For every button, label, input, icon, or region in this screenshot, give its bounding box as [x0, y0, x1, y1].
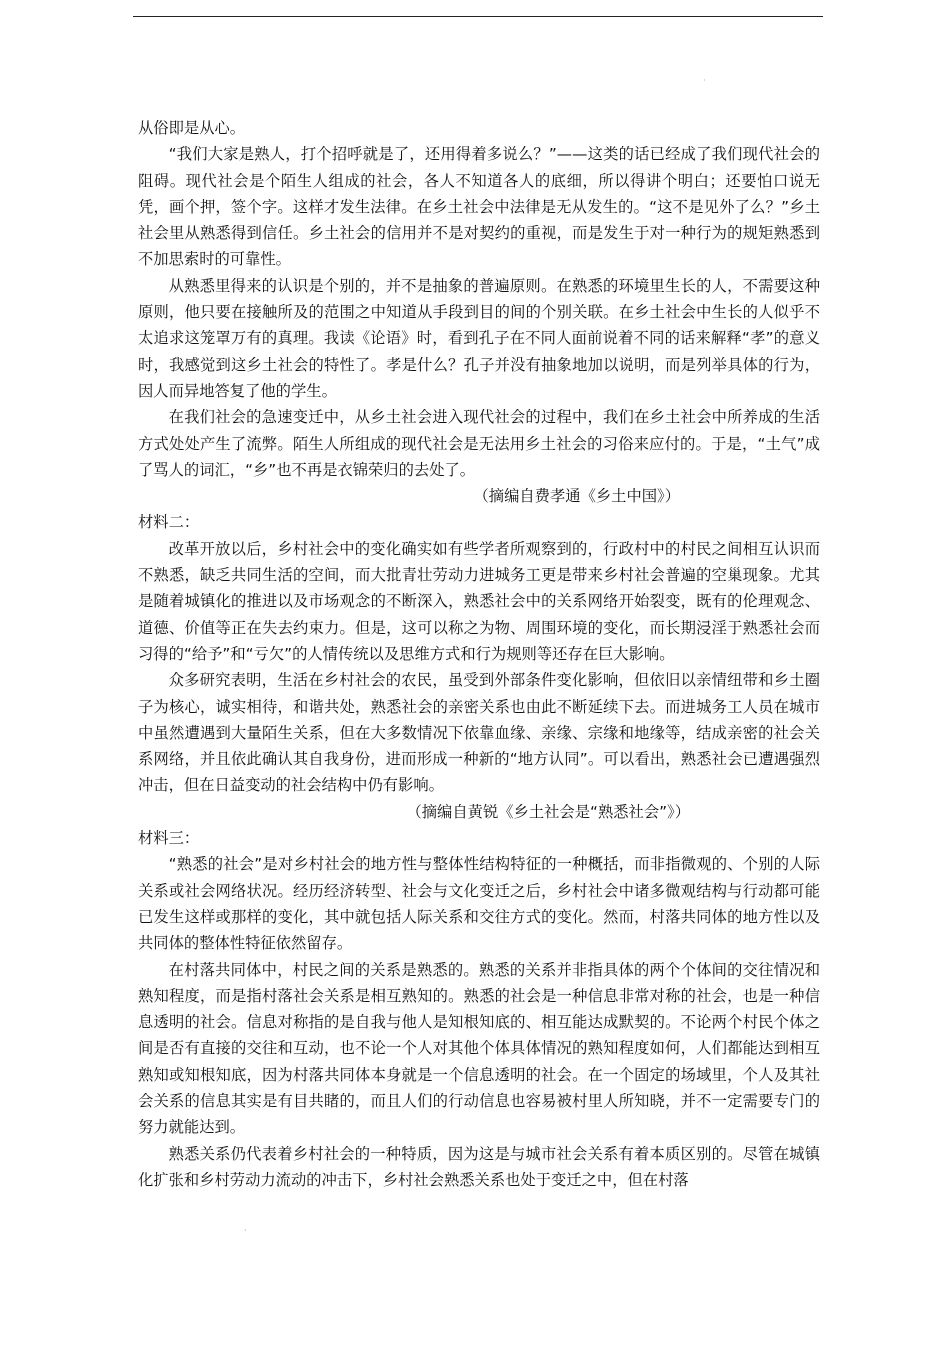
- document-body: [138, 115, 820, 1193]
- paragraph: “我们大家是熟人，打个招呼就是了，还用得着多说么？”——这类的话已经成了我们现代社会的阻碍。现代社会是个陌生人组成的社会，各人不知道各人的底细，所以得讲个明白；还要怕口说无凭，画个押，签个字。这样才发生法律。在乡土社会中法律是无从发生的。“这不是见外了么？”乡土社会里从熟悉得到信任。乡土社会的信用并不是对契约的重视，而是发生于对一种行为的规矩熟悉到不加思索时的可靠性。: [138, 145, 820, 269]
- paragraph: 在我们社会的急速变迁中，从乡土社会进入现代社会的过程中，我们在乡土社会中所养成的生活方式处处产生了流弊。陌生人所组成的现代社会是无法用乡土社会的习俗来应付的。于是，“土气”成了骂人的词汇，“乡”也不再是衣锦荣归的去处了。: [138, 408, 820, 479]
- header-rule: [133, 16, 823, 17]
- speck-mark: ·: [244, 1226, 247, 1235]
- paragraph: “熟悉的社会”是对乡村社会的地方性与整体性结构特征的一种概括，而非指微观的、个别的人际关系或社会网络状况。经历经济转型、社会与文化变迁之后，乡村社会中诸多微观结构与行动都可能已发生这样或那样的变化，其中就包括人际关系和交往方式的变化。然而，村落共同体的地方性以及共同体的整体性特征依然留存。: [138, 855, 820, 953]
- source-citation: （摘编自费孝通《乡土中国》）: [473, 487, 680, 506]
- paragraph: 众多研究表明，生活在乡村社会的农民，虽受到外部条件变化影响，但依旧以亲情纽带和乡土圈子为核心，诚实相待，和谐共处，熟悉社会的亲密关系也由此不断延续下去。而进城务工人员在城市中虽然遭遇到大量陌生关系，但在大多数情况下依靠血缘、亲缘、宗缘和地缘等，结成亲密的社会关系网络，并且依此确认其自我身份，进而形成一种新的“地方认同”。可以看出，熟悉社会已遭遇强烈冲击，但在日益变动的社会结构中仍有影响。: [138, 671, 820, 795]
- paragraph: 熟悉关系仍代表着乡村社会的一种特质，因为这是与城市社会关系有着本质区别的。尽管在城镇化扩张和乡村劳动力流动的冲击下，乡村社会熟悉关系也处于变迁之中，但在村落: [138, 1144, 820, 1189]
- paragraph: 在村落共同体中，村民之间的关系是熟悉的。熟悉的关系并非指具体的两个个体间的交往情况和熟知程度，而是指村落社会关系是相互熟知的。熟悉的社会是一种信息非常对称的社会，也是一种信息透明的社会。信息对称指的是自我与他人是知根知底的、相互能达成默契的。不论两个村民个体之间是否有直接的交往和互动，也不论一个人对其他个体具体情况的熟知程度如何，人们都能达到相互熟知或知根知底，因为村落共同体本身就是一个信息透明的社会。在一个固定的场域里，个人及其社会关系的信息其实是有目共睹的，而且人们的行动信息也容易被村里人所知晓，并不一定需要专门的努力就能达到。: [138, 960, 820, 1137]
- paragraph: 改革开放以后，乡村社会中的变化确实如有些学者所观察到的，行政村中的村民之间相互认识而不熟悉，缺乏共同生活的空间，而大批青壮劳动力进城务工更是带来乡村社会普遍的空巢现象。尤其是随着城镇化的推进以及市场观念的不断深入，熟悉社会中的关系网络开始裂变，既有的伦理观念、道德、价值等正在失去约束力。但是，这可以称之为物、周围环境的变化，而长期浸淫于熟悉社会而习得的“给予”和“亏欠”的人情传统以及思维方式和行为规则等还存在巨大影响。: [138, 539, 820, 663]
- section-label: 材料二：: [138, 513, 200, 532]
- paragraph: 从俗即是从心。: [138, 119, 246, 137]
- source-citation: （摘编自黄锐《乡土社会是“熟悉社会”》）: [406, 802, 690, 821]
- section-label: 材料三：: [138, 829, 200, 848]
- speck-mark: ·: [703, 76, 706, 85]
- paragraph: 从熟悉里得来的认识是个别的，并不是抽象的普遍原则。在熟悉的环境里生长的人，不需要这种原则，他只要在接触所及的范围之中知道从手段到目的间的个别关联。在乡土社会中生长的人似乎不太追求这笼罩万有的真理。我读《论语》时，看到孔子在不同人面前说着不同的话来解释“孝”的意义时，我感觉到这乡土社会的特性了。孝是什么？孔子并没有抽象地加以说明，而是列举具体的行为，因人而异地答复了他的学生。: [138, 276, 820, 400]
